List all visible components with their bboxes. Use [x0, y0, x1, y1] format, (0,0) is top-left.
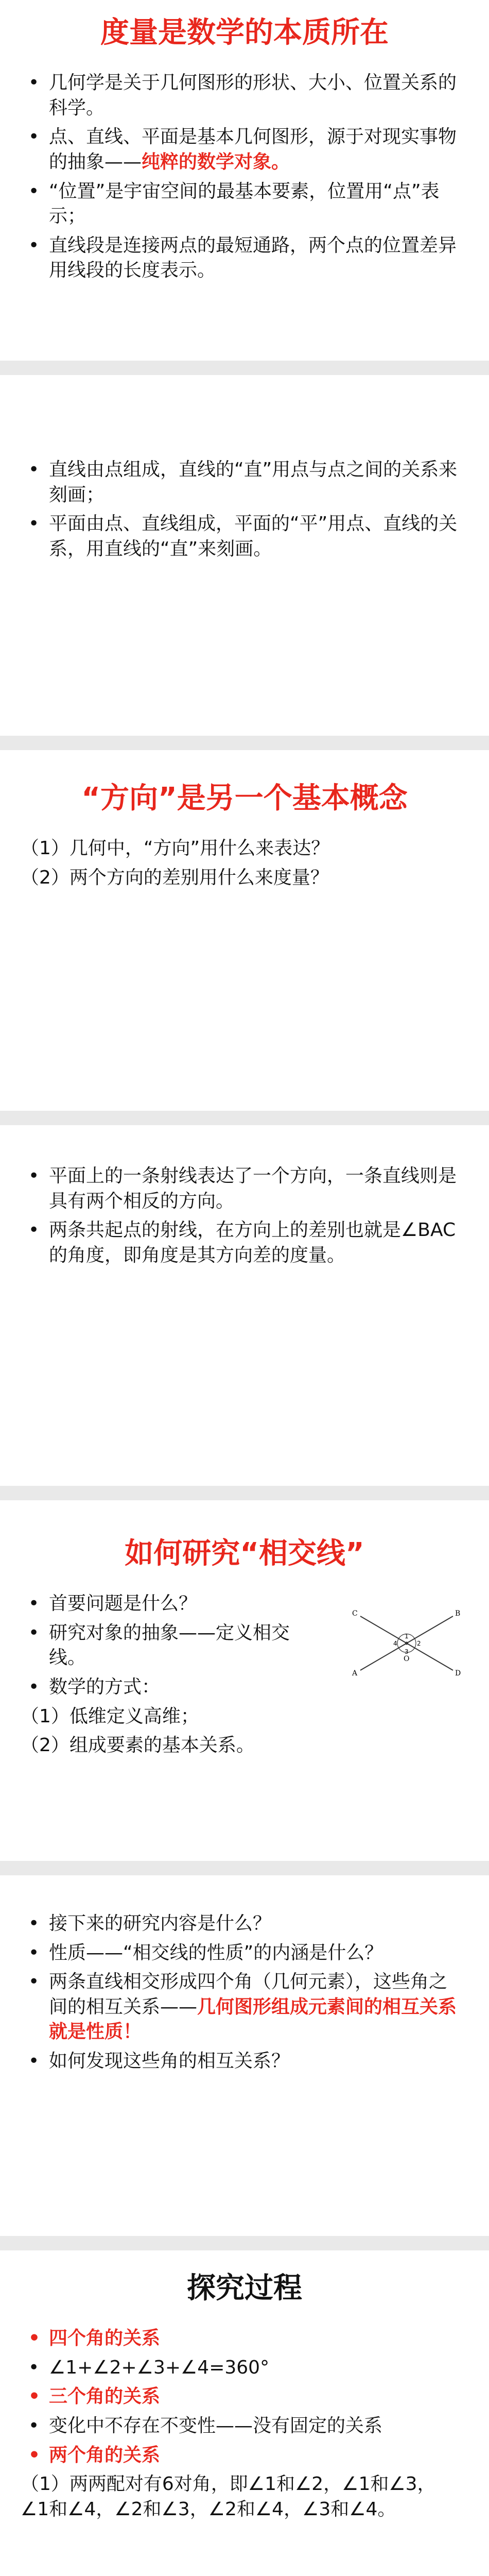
title-text: 如何研究: [125, 1537, 240, 1570]
label-angle-2: 2: [417, 1640, 421, 1647]
list-item-heading: • 两个角的关系: [28, 2443, 461, 2468]
highlight-text: 纯粹的数学对象。: [142, 151, 290, 173]
method-list: [0, 1704, 489, 1758]
slide-title: 探究过程: [187, 2272, 302, 2305]
list-item-heading: • 三个角的关系: [28, 2384, 461, 2410]
slide-5: [0, 1500, 489, 1861]
slide-4: [0, 1125, 489, 1486]
label-angle-3: 3: [405, 1648, 409, 1655]
bullet-list: [0, 50, 489, 283]
slide-6: [0, 1875, 489, 2236]
question-line: （1）几何中，“方向”用什么来表达？: [21, 838, 330, 859]
list-item: [28, 1970, 461, 2045]
text: 点、直线、平面是基本几何图形，源于对现实事物的抽象——: [49, 126, 457, 173]
slide-2: [0, 375, 489, 736]
list-item: • 数学的方式：: [28, 1675, 301, 1700]
slide-3: [0, 750, 489, 1111]
label-d: D: [455, 1669, 461, 1677]
label-a: A: [352, 1669, 358, 1677]
list-item: • ∠1+∠2+∠3+∠4=360°: [28, 2355, 461, 2381]
label-angle-1: 1: [405, 1633, 409, 1640]
list-item: • 直线由点组成，直线的“直”用点与点之间的关系来刻画；: [28, 457, 461, 507]
list-item: • 平面由点、直线组成，平面的“平”用点、直线的关系，用直线的“直”来刻画。: [28, 512, 461, 562]
bullet-list: [0, 1125, 489, 1268]
list-item: • 如何发现这些角的相互关系？: [28, 2049, 461, 2074]
list-item: • 几何学是关于几何图形的形状、大小、位置关系的科学。: [28, 71, 461, 121]
list-item: • 首要问题是什么？: [28, 1591, 301, 1617]
intersecting-lines-diagram: [350, 1603, 468, 1686]
list-item: • 变化中不存在不变性——没有固定的关系: [28, 2414, 461, 2439]
text: 两条直线相交形成四个角（几何元素），这些角之间的相互关系——: [49, 1971, 448, 2018]
bullet-list: [0, 1571, 329, 1700]
list-item: • 性质——“相交线的性质”的内涵是什么？: [28, 1941, 461, 1966]
label-c: C: [352, 1609, 358, 1618]
method-line: （1）低维定义高维；: [21, 1705, 199, 1727]
question-list: [0, 816, 489, 890]
label-angle-4: 4: [393, 1640, 397, 1647]
list-item-heading: • 四个角的关系: [28, 2326, 461, 2351]
list-item: • 直线段是连接两点的最短通路，两个点的位置差异用线段的长度表示。: [28, 233, 461, 283]
list-item: [28, 125, 461, 175]
bullet-list: [0, 375, 489, 562]
title-quote: “相交线”: [240, 1537, 364, 1570]
label-b: B: [455, 1609, 461, 1618]
slide-7: [0, 2250, 489, 2576]
question-line: （2）两个方向的差别用什么来度量？: [21, 867, 329, 888]
bullet-list: [0, 2306, 489, 2468]
slide-title: [0, 1500, 489, 1571]
list-item: • 研究对象的抽象——定义相交线。: [28, 1621, 301, 1671]
slide-1: [0, 0, 489, 361]
highlight-text: 几何图形组成元素间的相互关系就是性质！: [49, 1996, 457, 2043]
slide-title: 度量是数学的本质所在: [100, 16, 389, 49]
pairs-paragraph: （1）两两配对有6对角，即∠1和∠2，∠1和∠3，∠1和∠4，∠2和∠3，∠2和∠4，∠3和∠4。: [21, 2473, 436, 2520]
list-item: • “位置”是宇宙空间的最基本要素，位置用“点”表示；: [28, 179, 461, 229]
bullet-list: [0, 1875, 489, 2074]
list-item: • 接下来的研究内容是什么？: [28, 1911, 461, 1937]
method-line: （2）组成要素的基本关系。: [21, 1735, 255, 1756]
list-item: • 平面上的一条射线表达了一个方向，一条直线则是具有两个相反的方向。: [28, 1164, 461, 1214]
intersection-point: [405, 1642, 408, 1645]
label-o: O: [404, 1655, 410, 1663]
slide-title: “方向”是另一个基本概念: [81, 782, 408, 815]
list-item: • 两条共起点的射线，在方向上的差别也就是∠BAC的角度，即角度是其方向差的度量。: [28, 1218, 461, 1268]
